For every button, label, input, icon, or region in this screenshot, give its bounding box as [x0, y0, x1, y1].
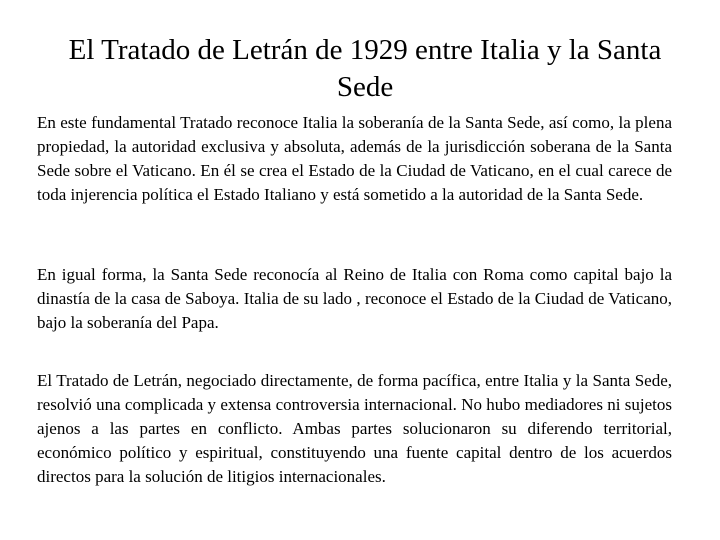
- paragraph-kingdom-recognition: En igual forma, la Santa Sede reconocía al Reino de Italia con Roma como capital bajo la dinastía de la casa de Saboya. Italia de su lado , reconoce el Estado de la Ciudad de Vaticano, bajo la soberanía del Papa.: [37, 265, 672, 332]
- paragraph-treaty-recognition: En este fundamental Tratado reconoce Italia la soberanía de la Santa Sede, así como, la plena propiedad, la autoridad exclusiva y absoluta, además de la jurisdicción soberana de la Santa Sede sobre el Vaticano. En él se crea el Estado de la Ciudad de Vaticano, en el cual carece de toda injerencia política el Estado Italiano y está sometido a la autoridad de la Santa Sede.: [37, 113, 672, 204]
- paragraph-controversy-resolution: El Tratado de Letrán, negociado directamente, de forma pacífica, entre Italia y la Santa Sede, resolvió una complicada y extensa controversia internacional. No hubo mediadores ni sujetos ajenos a las partes en conflicto. Ambas partes solucionaron su diferendo territorial, económico político y espiritual, constituyendo una fuente capital dentro de los acuerdos directos para la solución de litigios internacionales.: [37, 371, 672, 486]
- slide-title: El Tratado de Letrán de 1929 entre Italia y la Santa Sede: [68, 34, 662, 103]
